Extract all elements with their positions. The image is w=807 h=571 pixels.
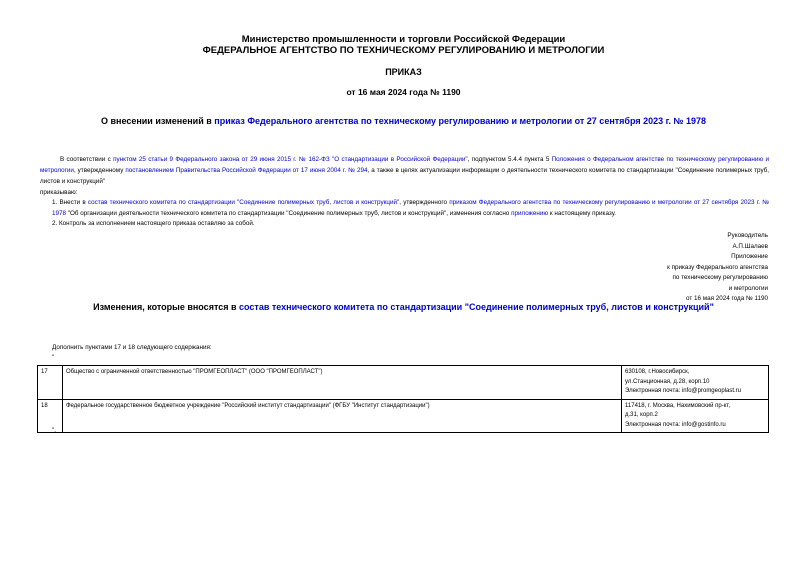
document-date-number: от 16 мая 2024 года № 1190 bbox=[346, 87, 461, 97]
regulation-link[interactable]: Положения о Федеральном агентстве по техническому регулированию и метрологии bbox=[40, 156, 769, 174]
address-line-2: д.31, корп.2 bbox=[625, 412, 658, 418]
preamble-text-3: , утвержденному bbox=[73, 167, 126, 174]
email-line: Электронная почта: info@promgeoplast.ru bbox=[625, 388, 741, 394]
changes-title-prefix: Изменения, которые вносятся в bbox=[93, 302, 240, 312]
appendix-line-2: к приказу Федерального агентства bbox=[667, 263, 768, 271]
item1-text-4: к настоящему приказу. bbox=[548, 210, 616, 217]
ministry-name: Министерство промышленности и торговли Российской Федерации bbox=[241, 34, 566, 45]
appendix-line-4: и метрологии bbox=[728, 284, 768, 292]
organization-name: Общество с ограниченной ответственностью "ПРОМГЕОПЛАСТ" (ООО "ПРОМГЕОПЛАСТ") bbox=[63, 366, 622, 400]
government-decree-link[interactable]: постановлением Правительства Российской Федерации от 17 июня 2004 г. № 294 bbox=[125, 167, 368, 174]
address-line-2: ул.Станционная, д.28, корп.10 bbox=[625, 378, 710, 385]
organization-contacts bbox=[622, 399, 769, 433]
quote-close: ". bbox=[52, 427, 56, 434]
appendix-line-1: Приложение bbox=[731, 253, 768, 260]
row-number: 18 bbox=[38, 399, 63, 433]
document-title bbox=[0, 116, 807, 126]
federal-law-link[interactable]: пунктом 25 статьи 9 Федерального закона от 29 июня 2015 г. № 162-ФЗ "О стандартизации в Российской Федерации" bbox=[113, 156, 468, 163]
preamble-paragraph bbox=[40, 154, 769, 187]
changes-title bbox=[0, 302, 807, 312]
address-line-1: 630108, г.Новосибирск, bbox=[625, 369, 690, 375]
item1-text-1: 1. Внести в bbox=[52, 199, 88, 206]
organization-contacts bbox=[622, 366, 769, 400]
agency-order-link[interactable]: приказом Федерального агентства по техническому регулированию и метрологии от 27 сентября 2023 г. № 1978 bbox=[52, 199, 769, 217]
appendix-line-5: от 16 мая 2024 года № 1190 bbox=[686, 295, 768, 302]
table-intro: Дополнить пунктами 17 и 18 следующего содержания: bbox=[52, 344, 212, 351]
signature-role: Руководитель bbox=[727, 232, 768, 239]
email-line: Электронная почта: info@gostinfo.ru bbox=[625, 421, 726, 428]
preamble-text-2: , подпунктом 5.4.4 пункта 5 bbox=[467, 156, 552, 163]
orders-word: приказываю: bbox=[40, 189, 78, 196]
committee-composition-link[interactable]: состав технического комитета по стандартизации "Соединение полимерных труб, листов и конструкций" bbox=[87, 199, 400, 206]
table-row bbox=[38, 399, 769, 433]
appendix-link[interactable]: приложению bbox=[511, 210, 549, 217]
item1-text-3: "Об организации деятельности технического комитета по стандартизации "Соединение полимерных труб, листов и конструкций", изменения согласно bbox=[66, 210, 512, 217]
organization-name: Федеральное государственное бюджетное учреждение "Российский институт стандартизации" (ФГБУ "Институт стандартизации") bbox=[63, 399, 622, 433]
item1-text-2: , утвержденного bbox=[399, 199, 450, 206]
signature-name: А.П.Шалаев bbox=[732, 242, 768, 250]
additions-table bbox=[37, 365, 769, 433]
title-prefix: О внесении изменений в bbox=[100, 116, 215, 126]
preamble-text-1: В соответствии с bbox=[60, 156, 114, 163]
table-row bbox=[38, 366, 769, 400]
address-line-1: 117418, г. Москва, Нахимовский пр-кт, bbox=[625, 402, 731, 409]
appendix-header bbox=[667, 252, 768, 305]
document-type: ПРИКАЗ bbox=[385, 67, 422, 77]
quote-open: " bbox=[52, 354, 55, 361]
appendix-line-3: по техническому регулированию bbox=[672, 274, 768, 281]
agency-name: ФЕДЕРАЛЬНОЕ АГЕНТСТВО ПО ТЕХНИЧЕСКОМУ РЕГУЛИРОВАНИЮ И МЕТРОЛОГИИ bbox=[202, 45, 605, 56]
title-order-link[interactable]: приказ Федерального агентства по техническому регулированию и метрологии от 27 сентября 2023 г. № 1978 bbox=[214, 116, 707, 126]
row-number: 17 bbox=[38, 366, 63, 400]
preamble-text-4: , а также в целях актуализации информации о деятельности технического комитета по стандартизации "Соединение полимерных труб, листов и конструкций" bbox=[40, 167, 770, 185]
order-item-2: 2. Контроль за исполнением настоящего приказа оставляю за собой. bbox=[52, 220, 255, 227]
signature-block bbox=[727, 231, 768, 252]
changes-title-link[interactable]: состав технического комитета по стандартизации "Соединение полимерных труб, листов и конструкций" bbox=[239, 302, 714, 312]
order-item-1 bbox=[52, 197, 769, 219]
